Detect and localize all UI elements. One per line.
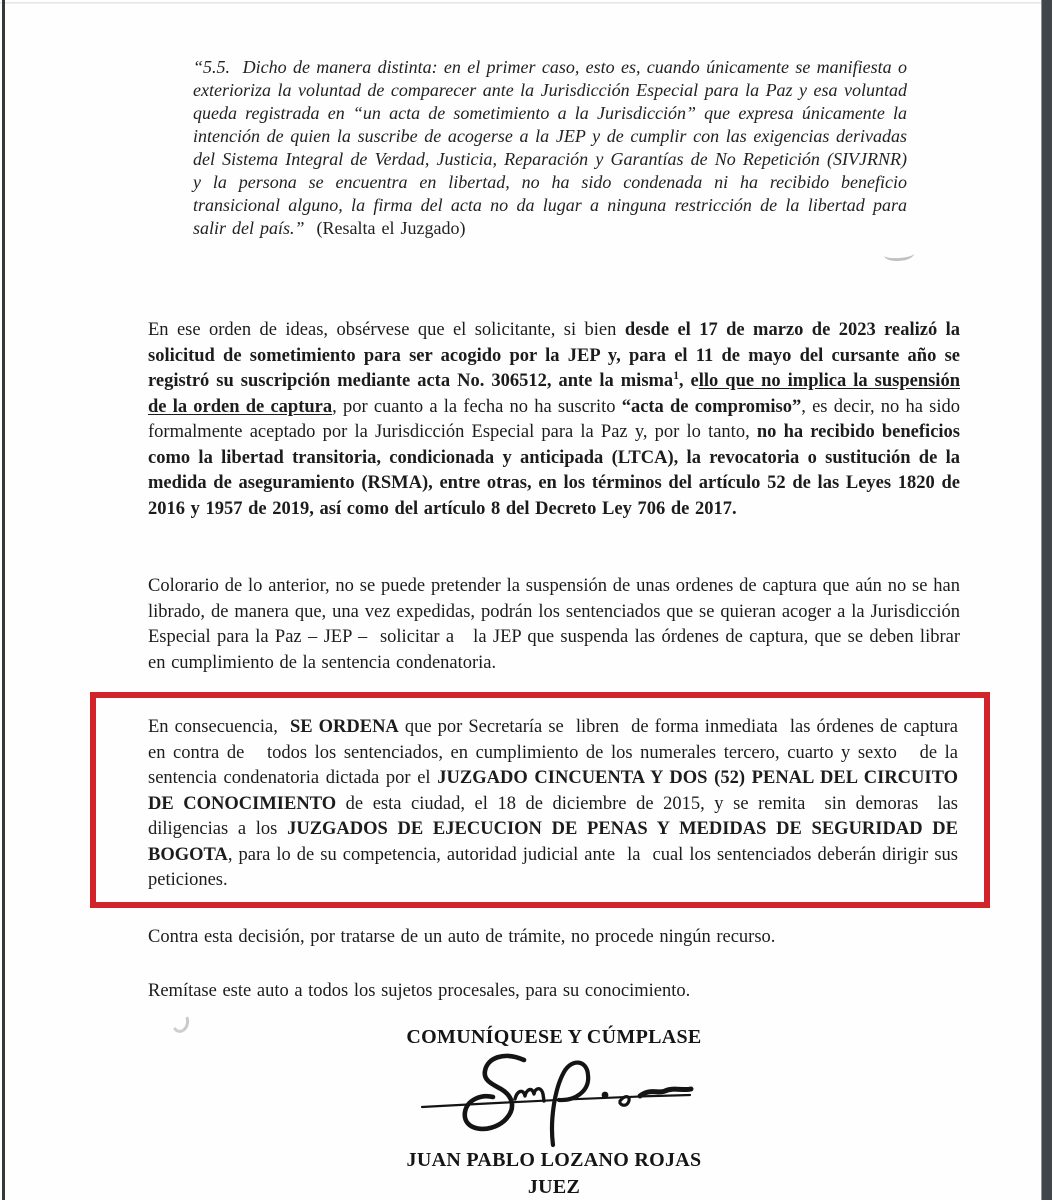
scrollbar-track[interactable] <box>1041 0 1052 1200</box>
judge-name: JUAN PABLO LOZANO ROJAS <box>406 1149 702 1171</box>
paragraph-se-ordena: En consecuencia, SE ORDENA que por Secretaría se libren de forma inmediata las órdenes de captura en contra de todos los sentenciados, en cumplimiento de los numerales tercero, cuarto y sexto de la sentencia condenatoria dictada por el JUZGADO CINCUENTA Y DOS (52) PENAL DEL CIRCUITO DE CONOCIMIENTO de esta ciudad, el 18 de diciembre de 2015, y se remita sin demoras las diligencias a los JUZGADOS DE EJECUCION DE PENAS Y MEDIDAS DE SEGURIDAD DE BOGOTA, para lo de su competencia, autoridad judicial ante la cual los sentenciados deberán dirigir sus peticiones. <box>148 717 959 890</box>
scan-artifact-mark <box>884 247 915 262</box>
paragraph-no-recourse: Contra esta decisión, por tratarse de un auto de trámite, no procede ningún recurso. <box>148 927 776 947</box>
page-left-edge <box>2 0 5 1200</box>
judge-signature <box>148 1050 960 1152</box>
paragraph-corolario: Colorario de lo anterior, no se puede pretender la suspensión de unas ordenes de captura que aún no se han librado, de manera que, una vez expedidas, podrán los sentenciados que se quieran acoger a la Jurisdicción Especial para la Paz – JEP – solicitar a la JEP que suspenda las órdenes de captura, que se deben librar en cumplimiento de la sentencia condenatoria. <box>148 576 960 673</box>
signature-scrawl <box>404 1050 704 1150</box>
red-highlight-box <box>90 692 990 908</box>
paragraph-order-of-ideas: En ese orden de ideas, obsérvese que el solicitante, si bien desde el 17 de marzo de 2023 realizó la solicitud de sometimiento para ser acogido por la JEP y, para el 11 de mayo del cursante año se registró su suscripción mediante acta No. 306512, ante la misma$^1$, ello que no implica la suspensión de la orden de captura, por cuanto a la fecha no ha suscrito “acta de compromiso”, es decir, no ha sido formalmente aceptado por la Jurisdicción Especial para la Paz y, por lo tanto, no ha recibido beneficios como la libertad transitoria, condicionada y anticipada (LTCA), la revocatoria o sustitución de la medida de aseguramiento (RSMA), entre otras, en los términos del artículo 52 de las Leyes 1820 de 2016 y 1957 de 2019, así como del artículo 8 del Decreto Ley 706 de 2017. <box>148 320 961 519</box>
page-top-edge <box>0 2 1052 4</box>
closing-formula: COMUNÍQUESE Y CÚMPLASE <box>406 1026 702 1048</box>
quoted-excerpt-5-5: “5.5. Dicho de manera distinta: en el primer caso, esto es, cuando únicamente se manifiesta o exterioriza la voluntad de comparecer ante la Jurisdicción Especial para la Paz y esa voluntad queda registrada en “un acta de sometimiento a la Jurisdicción” que expresa únicamente la intención de quien la suscribe de acogerse a la JEP y de cumplir con las exigencias derivadas del Sistema Integral de Verdad, Justicia, Reparación y Garantías de No Repetición (SIVJRNR) y la persona se encuentra en libertad, no ha sido condenada ni ha recibido beneficio transicional alguno, la firma del acta no da lugar a ninguna restricción de la libertad para salir del país.” (Resalta el Juzgado) <box>193 57 907 238</box>
judge-title: JUEZ <box>527 1176 581 1198</box>
paragraph-remit: Remítase este auto a todos los sujetos procesales, para su conocimiento. <box>148 981 691 1001</box>
